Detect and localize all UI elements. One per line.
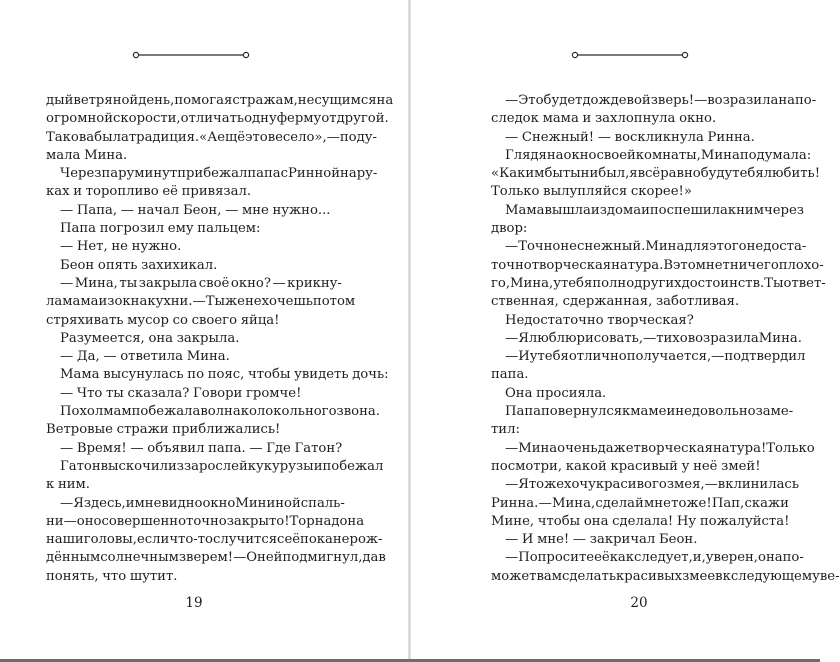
text-line: следок мама и захлопнула окно.	[491, 111, 717, 127]
text-line: — Мина, ты закрыла своё окно? — крикну-	[60, 275, 342, 291]
text-line: понять, что шутит.	[46, 568, 178, 584]
ornamental-rule-icon	[132, 50, 250, 60]
right-page-text	[491, 92, 840, 586]
text-line: — Попросите её как следует, и, уверен, она по-	[505, 550, 804, 566]
text-line: — Да, — ответила Мина.	[60, 349, 230, 365]
text-line: Мама вышла из дома и поспешила к ним через	[505, 202, 804, 218]
text-line: Мама высунулась по пояс, чтобы увидеть дочь:	[60, 367, 389, 383]
text-line: Глядя на окно своей комнаты, Мина подумала:	[505, 147, 812, 163]
text-line: — Я тоже хочу красивого змея, — вклинилась	[505, 477, 799, 493]
text-line: ственная, сдержанная, заботливая.	[491, 294, 740, 310]
text-line: тил:	[491, 422, 520, 438]
text-line: посмотри, какой красивый у неё змей!	[491, 458, 761, 474]
text-line: — Что ты сказала? Говори громче!	[60, 385, 302, 401]
page-number: 20	[630, 595, 648, 611]
text-line: может вам сделать красивых змеев к следующему ве-	[491, 568, 840, 584]
text-line: Недостаточно творческая?	[505, 312, 694, 328]
left-page	[0, 0, 408, 662]
text-line: дённым солнечным зверем! — Он ей подмигнул, дав	[46, 550, 386, 566]
text-line: го, Мина, у тебя полно других достоинств. Ты ответ-	[491, 275, 826, 291]
text-line: — Папа, — начал Беон, — мне нужно...	[60, 202, 331, 218]
page-number: 19	[185, 595, 203, 611]
text-line: Папа повернулся к маме и недовольно заме-	[505, 404, 794, 420]
text-line: ни — оно совершенно точно закрыто! Торнадо на	[46, 513, 365, 529]
text-line: дый ветряной день, помогая стражам, несущимся на	[46, 93, 394, 108]
left-page-text	[46, 92, 394, 586]
text-line: точно творческая натура. В этом нет ничего плохо-	[491, 257, 824, 273]
text-line: Беон опять захихикал.	[60, 257, 218, 273]
right-page	[411, 0, 840, 662]
text-line: ла мама из окна кухни. — Ты же не хочешь потом	[46, 294, 356, 310]
text-line: стряхивать мусор со своего яйца!	[46, 312, 280, 328]
text-line: — Время! — объявил папа. — Где Гатон?	[60, 440, 343, 456]
text-line: Ринна. — Мина, сделай мне тоже! Пап, скажи	[491, 495, 789, 511]
text-line: двор:	[491, 221, 528, 237]
text-line: Мине, чтобы она сделала! Ну пожалуйста!	[491, 513, 790, 529]
text-line: мала Мина.	[46, 147, 128, 163]
text-line: — И мне! — закричал Беон.	[505, 532, 698, 548]
text-line: ках и торопливо её привязал.	[46, 184, 252, 200]
text-line: — Я здесь, и мне видно окно Мининой спаль-	[60, 495, 345, 511]
text-line: — Снежный! — воскликнула Ринна.	[505, 129, 755, 145]
text-line: Ветровые стражи приближались!	[46, 422, 281, 438]
text-line: «Каким бы ты ни был, я всё равно буду тебя любить!	[491, 166, 821, 182]
text-line: — Мина очень даже творческая натура! Только	[505, 440, 815, 456]
text-line: Через пару минут прибежал папа с Ринной на ру-	[60, 166, 378, 182]
text-line: По холмам побежала волна колокольного звона.	[60, 404, 380, 420]
ornamental-rule-icon	[571, 50, 689, 60]
text-line: огромной скорости, отличать одну ферму от другой.	[46, 111, 389, 127]
text-line: Разумеется, она закрыла.	[60, 330, 240, 346]
text-line: — Точно не снежный. Мина для этого недоста-	[505, 239, 807, 255]
text-line: Гатон выскочил из зарослей кукурузы и побежал	[60, 458, 384, 474]
text-line: Она просияла.	[505, 385, 607, 401]
text-line: к ним.	[46, 477, 90, 493]
text-line: Папа погрозил ему пальцем:	[60, 221, 261, 237]
text-line: — И у тебя отлично получается, — подтвердил	[505, 349, 806, 365]
text-line: — Я люблю рисовать, — тихо возразила Мина.	[505, 330, 802, 346]
text-line: — Нет, не нужно.	[60, 239, 182, 255]
text-line: — Это будет дождевой зверь! — возразила напо-	[505, 93, 817, 108]
text-line: Только вылупляйся скорее!»	[491, 184, 692, 200]
text-line: наши головы, если что-то случится с её пока не рож-	[46, 532, 383, 548]
text-line: Такова была традиция. «А ещё это весело», — поду-	[46, 129, 377, 145]
text-line: папа.	[491, 367, 529, 383]
